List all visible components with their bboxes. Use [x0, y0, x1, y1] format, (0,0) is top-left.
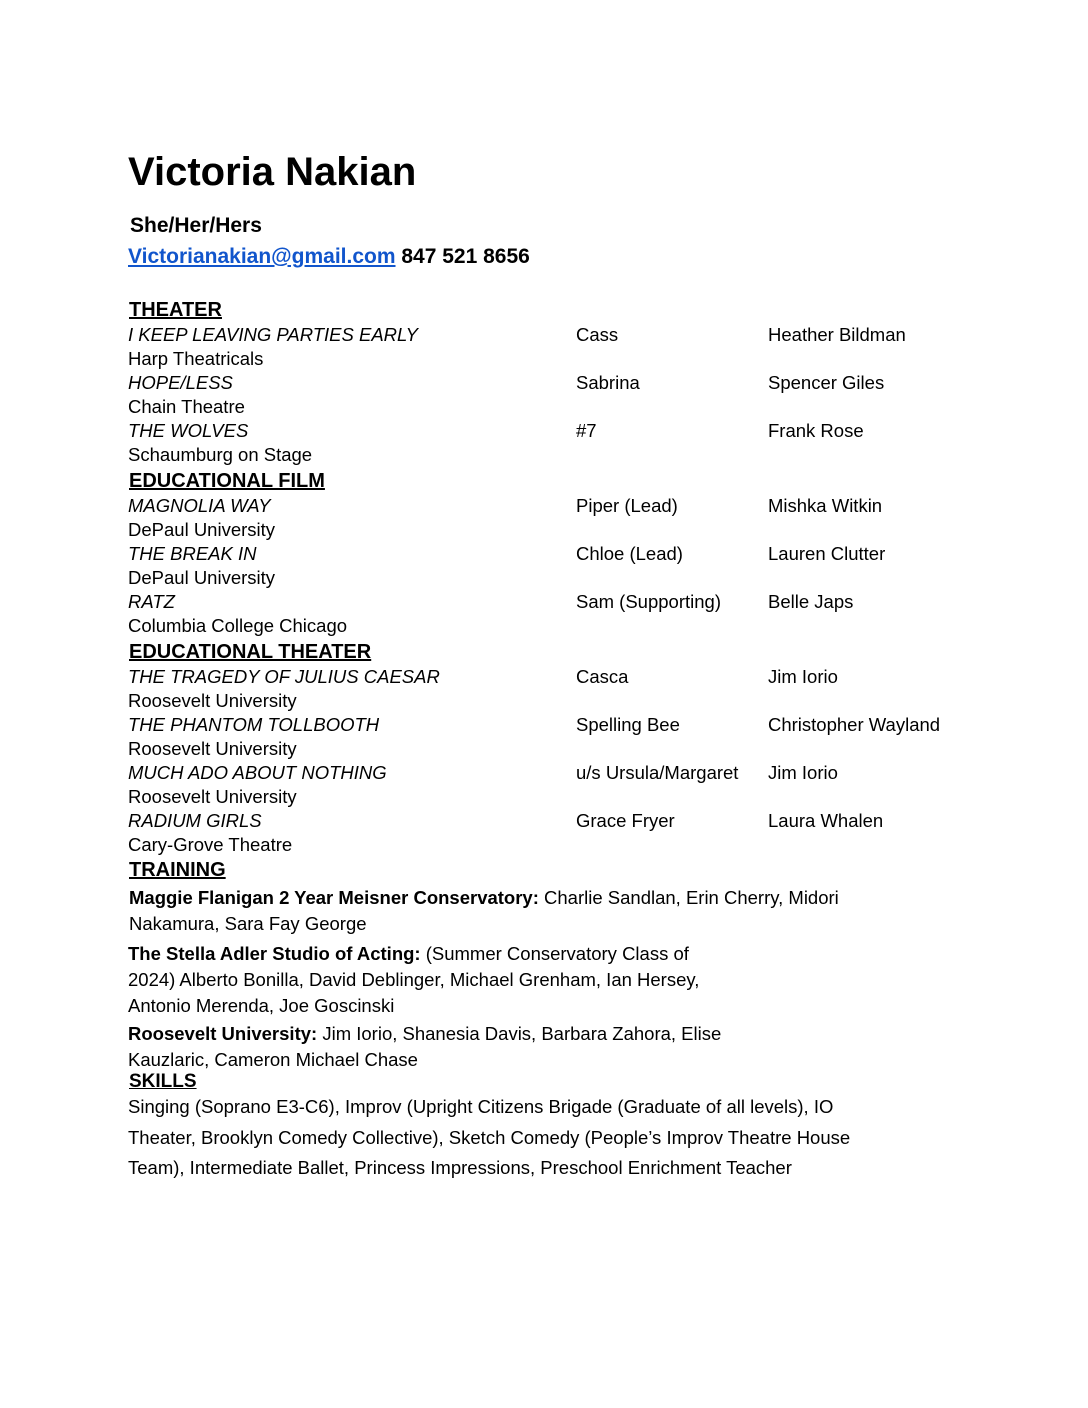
- actor-name: Victoria Nakian: [128, 150, 417, 194]
- educational-film-section: [128, 469, 968, 638]
- credit-director: Jim Iorio: [768, 762, 838, 783]
- training-section: [128, 858, 968, 1073]
- skills-text: [128, 1092, 928, 1184]
- training-school: Maggie Flanigan 2 Year Meisner Conservatory:: [129, 887, 539, 908]
- training-teachers: (Summer Conservatory Class of: [420, 943, 689, 964]
- credit-title: RATZ: [128, 591, 175, 612]
- training-teachers: Jim Iorio, Shanesia Davis, Barbara Zahora, Elise: [317, 1023, 722, 1044]
- training-entry: [129, 885, 968, 937]
- skills-line: Singing (Soprano E3-C6), Improv (Upright Citizens Brigade (Graduate of all levels), IO: [128, 1096, 834, 1117]
- credit-company: Roosevelt University: [128, 786, 297, 807]
- credit-role: Grace Fryer: [576, 810, 675, 831]
- contact-line: [128, 243, 530, 271]
- credit-title: HOPE/LESS: [128, 372, 233, 393]
- training-school: Roosevelt University:: [128, 1023, 318, 1044]
- credit-company: Columbia College Chicago: [128, 615, 348, 636]
- pronouns: She/Her/Hers: [130, 214, 262, 237]
- credit-director: Laura Whalen: [768, 810, 884, 831]
- credit-entry: [128, 713, 968, 761]
- credit-company: Schaumburg on Stage: [128, 444, 313, 465]
- credit-role: #7: [576, 420, 597, 441]
- credit-company: Roosevelt University: [128, 738, 297, 759]
- credit-entry: [128, 323, 968, 371]
- credit-role: Spelling Bee: [576, 714, 680, 735]
- credit-entry: [128, 665, 968, 713]
- credit-role: Sam (Supporting): [576, 591, 721, 612]
- training-teachers: 2024) Alberto Bonilla, David Deblinger, Michael Grenham, Ian Hersey,: [128, 969, 700, 990]
- training-entry: [128, 1021, 968, 1073]
- credit-director: Belle Japs: [768, 591, 854, 612]
- training-teachers: Antonio Merenda, Joe Goscinski: [128, 995, 395, 1016]
- section-heading-training: TRAINING: [129, 859, 226, 881]
- skills-section: [128, 1070, 968, 1184]
- credit-company: Harp Theatricals: [128, 348, 264, 369]
- credit-role: u/s Ursula/Margaret: [576, 762, 739, 783]
- credit-entry: [128, 494, 968, 542]
- training-teachers: Charlie Sandlan, Erin Cherry, Midori: [538, 887, 839, 908]
- credit-entry: [128, 419, 968, 467]
- credit-entry: [128, 371, 968, 419]
- credit-company: DePaul University: [128, 567, 276, 588]
- training-teachers: Kauzlaric, Cameron Michael Chase: [128, 1049, 418, 1070]
- educational-theater-section: [128, 640, 968, 857]
- credit-role: Cass: [576, 324, 619, 345]
- email-link[interactable]: Victorianakian@gmail.com: [128, 245, 396, 268]
- credit-director: Lauren Clutter: [768, 543, 886, 564]
- theater-section: [128, 298, 968, 467]
- credit-role: Casca: [576, 666, 629, 687]
- credit-entry: [128, 590, 968, 638]
- section-heading-educational-theater: EDUCATIONAL THEATER: [129, 641, 372, 663]
- phone-number: 847 521 8656: [401, 245, 530, 268]
- training-school: The Stella Adler Studio of Acting:: [128, 943, 421, 964]
- skills-line: Team), Intermediate Ballet, Princess Impressions, Preschool Enrichment Teacher: [128, 1157, 792, 1178]
- credit-director: Mishka Witkin: [768, 495, 883, 516]
- credit-entry: [128, 542, 968, 590]
- credit-company: Chain Theatre: [128, 396, 245, 417]
- credit-title: THE WOLVES: [128, 420, 249, 441]
- credit-company: Cary-Grove Theatre: [128, 834, 293, 855]
- credit-director: Frank Rose: [768, 420, 864, 441]
- credit-director: Jim Iorio: [768, 666, 838, 687]
- section-heading-theater: THEATER: [129, 299, 222, 321]
- credit-title: I KEEP LEAVING PARTIES EARLY: [128, 324, 418, 345]
- training-teachers: Nakamura, Sara Fay George: [129, 913, 367, 934]
- credit-role: Sabrina: [576, 372, 640, 393]
- credit-role: Piper (Lead): [576, 495, 678, 516]
- credit-director: Spencer Giles: [768, 372, 885, 393]
- credit-title: MUCH ADO ABOUT NOTHING: [128, 762, 387, 783]
- credit-company: DePaul University: [128, 519, 276, 540]
- section-heading-educational-film: EDUCATIONAL FILM: [129, 470, 325, 492]
- credit-director: Christopher Wayland: [768, 714, 941, 735]
- section-heading-skills: SKILLS: [129, 1071, 197, 1092]
- credit-company: Roosevelt University: [128, 690, 297, 711]
- credit-title: THE TRAGEDY OF JULIUS CAESAR: [128, 666, 440, 687]
- credit-title: RADIUM GIRLS: [128, 810, 262, 831]
- credit-role: Chloe (Lead): [576, 543, 683, 564]
- credit-entry: [128, 761, 968, 809]
- credit-title: THE BREAK IN: [128, 543, 257, 564]
- training-entry: [128, 941, 968, 1019]
- credit-entry: [128, 809, 968, 857]
- credit-director: Heather Bildman: [768, 324, 906, 345]
- skills-line: Theater, Brooklyn Comedy Collective), Sketch Comedy (People’s Improv Theatre House: [128, 1126, 851, 1148]
- credit-title: THE PHANTOM TOLLBOOTH: [128, 714, 380, 735]
- credit-title: MAGNOLIA WAY: [128, 495, 271, 516]
